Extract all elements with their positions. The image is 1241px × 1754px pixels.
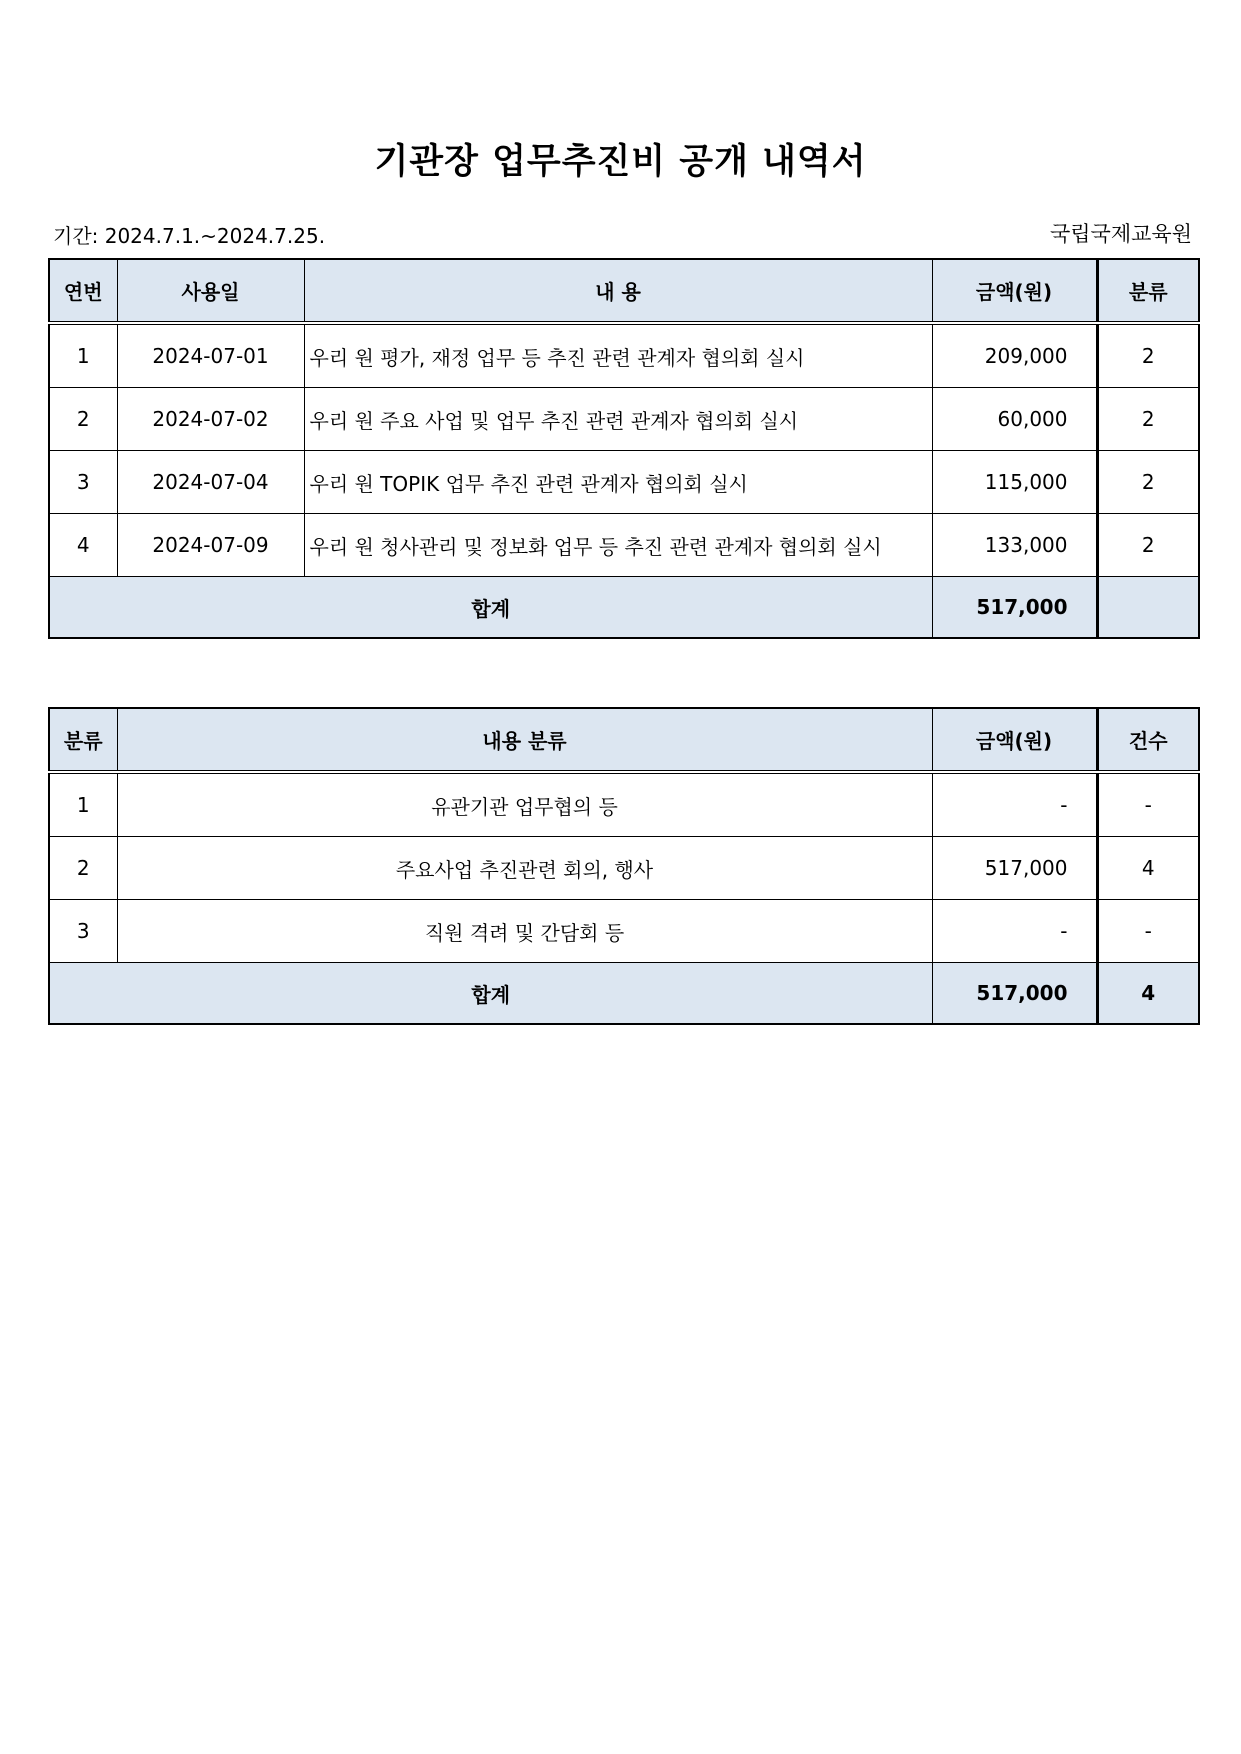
row-description: 주요사업 추진관련 회의, 행사 <box>117 837 932 900</box>
total-category <box>1097 577 1199 639</box>
row-description: 직원 격려 및 간담회 등 <box>117 900 932 963</box>
total-amount: 517,000 <box>932 577 1097 639</box>
table-header-row <box>49 259 1199 323</box>
row-amount: 517,000 <box>932 837 1097 900</box>
row-amount: 209,000 <box>932 323 1097 388</box>
table-row <box>49 451 1199 514</box>
header-count: 건수 <box>1097 708 1199 772</box>
header-category: 분류 <box>49 708 117 772</box>
row-content: 우리 원 평가, 재정 업무 등 추진 관련 관계자 협의회 실시 <box>304 323 932 388</box>
header-date: 사용일 <box>117 259 304 323</box>
total-count: 4 <box>1097 963 1199 1025</box>
expense-detail-table <box>48 258 1200 639</box>
row-amount: 133,000 <box>932 514 1097 577</box>
header-description: 내용 분류 <box>117 708 932 772</box>
total-row <box>49 963 1199 1025</box>
row-count: - <box>1097 772 1199 837</box>
row-count: - <box>1097 900 1199 963</box>
row-category: 2 <box>1097 323 1199 388</box>
row-date: 2024-07-01 <box>117 323 304 388</box>
table-row <box>49 837 1199 900</box>
row-category: 2 <box>49 837 117 900</box>
table-row <box>49 772 1199 837</box>
header-amount: 금액(원) <box>932 708 1097 772</box>
header-no: 연번 <box>49 259 117 323</box>
header-content: 내 용 <box>304 259 932 323</box>
row-date: 2024-07-02 <box>117 388 304 451</box>
category-summary-table <box>48 707 1200 1025</box>
total-label: 합계 <box>49 963 932 1025</box>
row-amount: 60,000 <box>932 388 1097 451</box>
table-row <box>49 323 1199 388</box>
row-no: 4 <box>49 514 117 577</box>
row-no: 3 <box>49 451 117 514</box>
total-row <box>49 577 1199 639</box>
row-category: 2 <box>1097 514 1199 577</box>
organization-name: 국립국제교육원 <box>1049 222 1192 246</box>
row-category: 2 <box>1097 451 1199 514</box>
row-date: 2024-07-09 <box>117 514 304 577</box>
row-count: 4 <box>1097 837 1199 900</box>
total-amount: 517,000 <box>932 963 1097 1025</box>
row-no: 1 <box>49 323 117 388</box>
row-category: 2 <box>1097 388 1199 451</box>
header-category: 분류 <box>1097 259 1199 323</box>
row-amount: - <box>932 900 1097 963</box>
row-content: 우리 원 주요 사업 및 업무 추진 관련 관계자 협의회 실시 <box>304 388 932 451</box>
table-row <box>49 900 1199 963</box>
period-label: 기간: 2024.7.1.~2024.7.25. <box>53 224 326 248</box>
row-amount: - <box>932 772 1097 837</box>
row-category: 3 <box>49 900 117 963</box>
row-no: 2 <box>49 388 117 451</box>
total-label: 합계 <box>49 577 932 639</box>
row-description: 유관기관 업무협의 등 <box>117 772 932 837</box>
row-content: 우리 원 청사관리 및 정보화 업무 등 추진 관련 관계자 협의회 실시 <box>304 514 932 577</box>
table-header-row <box>49 708 1199 772</box>
row-amount: 115,000 <box>932 451 1097 514</box>
document-title: 기관장 업무추진비 공개 내역서 <box>374 142 867 182</box>
row-date: 2024-07-04 <box>117 451 304 514</box>
header-amount: 금액(원) <box>932 259 1097 323</box>
table-row <box>49 514 1199 577</box>
row-category: 1 <box>49 772 117 837</box>
row-content: 우리 원 TOPIK 업무 추진 관련 관계자 협의회 실시 <box>304 451 932 514</box>
table-row <box>49 388 1199 451</box>
